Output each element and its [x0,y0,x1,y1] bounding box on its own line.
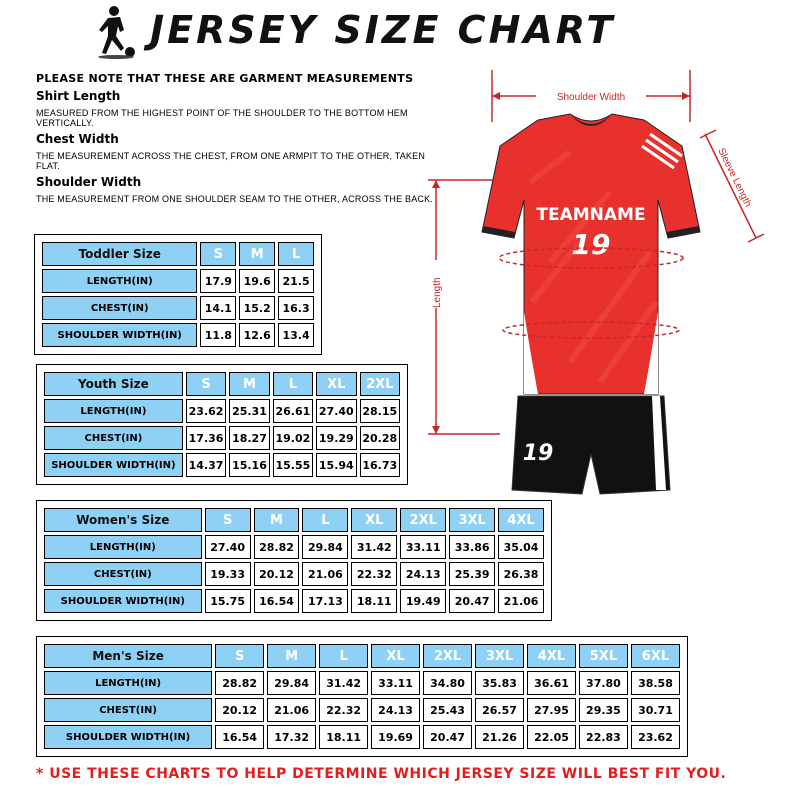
table-row [44,453,400,477]
table-cell: 27.40 [205,535,251,559]
table-cell: 16.73 [360,453,400,477]
size-header: S [215,644,264,668]
men-table-grid [41,641,683,752]
table-header-row [44,644,680,668]
table-cell: 30.71 [631,698,680,722]
toddler-size-table [34,234,322,355]
table-cell: 20.47 [423,725,472,749]
table-cell: 34.80 [423,671,472,695]
table-cell: 29.84 [302,535,348,559]
table-cell: 20.12 [215,698,264,722]
size-header: M [267,644,316,668]
table-cell: 29.84 [267,671,316,695]
note-label-chest-width: Chest Width [36,132,119,146]
table-cell: 29.35 [579,698,628,722]
table-cell: 15.2 [239,296,275,320]
table-cell: 36.61 [527,671,576,695]
table-cell: 14.37 [186,453,226,477]
table-cell: 21.06 [498,589,544,613]
measurement-notes [36,72,436,204]
size-header: L [302,508,348,532]
table-cell: 17.9 [200,269,236,293]
table-cell: 27.40 [316,399,356,423]
table-cell: 22.83 [579,725,628,749]
table-cell: 19.02 [273,426,313,450]
table-row [42,269,314,293]
size-header: XL [316,372,356,396]
size-header: 5XL [579,644,628,668]
table-cell: 25.31 [229,399,269,423]
soccer-player-logo [94,4,140,60]
table-cell: 28.15 [360,399,400,423]
size-header: 3XL [449,508,495,532]
size-header: 2XL [400,508,446,532]
size-header: 3XL [475,644,524,668]
table-cell: 21.06 [267,698,316,722]
footnote: * USE THESE CHARTS TO HELP DETERMINE WHICH JERSEY SIZE WILL BEST FIT YOU. [36,766,727,782]
table-cell: 15.55 [273,453,313,477]
note-desc-chest-width: THE MEASUREMENT ACROSS THE CHEST, FROM ONE ARMPIT TO THE OTHER, TAKEN FLAT. [36,151,426,171]
table-row [44,399,400,423]
table-cell: 23.62 [186,399,226,423]
row-label: CHEST(IN) [44,562,202,586]
table-cell: 15.16 [229,453,269,477]
note-desc-shoulder-width: THE MEASUREMENT FROM ONE SHOULDER SEAM TO THE OTHER, ACROSS THE BACK. [36,194,434,204]
table-cell: 16.54 [254,589,300,613]
size-header: L [278,242,314,266]
table-cell: 19.6 [239,269,275,293]
shorts-number: 19 [522,441,554,466]
row-label: CHEST(IN) [42,296,197,320]
table-cell: 20.12 [254,562,300,586]
table-cell: 31.42 [319,671,368,695]
toddler-table-grid [39,239,317,350]
table-cell: 22.32 [319,698,368,722]
table-cell: 16.3 [278,296,314,320]
note-desc-shirt-length: MEASURED FROM THE HIGHEST POINT OF THE SHOULDER TO THE BOTTOM HEM VERTICALLY. [36,108,408,128]
note-label-shirt-length: Shirt Length [36,89,121,103]
row-label: CHEST(IN) [44,426,183,450]
table-row [42,323,314,347]
table-cell: 27.95 [527,698,576,722]
table-cell: 19.69 [371,725,420,749]
table-cell: 24.13 [400,562,446,586]
table-corner-label: Men's Size [44,644,212,668]
table-cell: 15.75 [205,589,251,613]
jersey-team-name: TEAMNAME [536,205,646,225]
size-header: 4XL [527,644,576,668]
sleeve-length-label: Sleeve Length [715,146,754,209]
table-row [44,426,400,450]
sleeve-length-arrow [705,134,756,238]
women-size-table [36,500,552,621]
table-cell: 33.11 [400,535,446,559]
table-cell: 16.54 [215,725,264,749]
size-header: 6XL [631,644,680,668]
table-row [44,725,680,749]
row-label: LENGTH(IN) [44,671,212,695]
row-label: LENGTH(IN) [44,399,183,423]
jersey-number: 19 [571,228,611,261]
size-header: M [239,242,275,266]
table-header-row [42,242,314,266]
jersey-diagram [420,62,794,502]
size-header: XL [351,508,397,532]
size-header: S [186,372,226,396]
table-corner-label: Youth Size [44,372,183,396]
size-header: M [254,508,300,532]
table-cell: 18.11 [351,589,397,613]
table-row [44,562,544,586]
table-cell: 38.58 [631,671,680,695]
shoulder-width-label: Shoulder Width [556,92,626,103]
youth-size-table [36,364,408,485]
row-label: SHOULDER WIDTH(IN) [44,453,183,477]
table-row [44,698,680,722]
size-header: L [273,372,313,396]
table-cell: 26.61 [273,399,313,423]
table-cell: 17.36 [186,426,226,450]
table-cell: 25.39 [449,562,495,586]
table-cell: 17.32 [267,725,316,749]
table-cell: 21.26 [475,725,524,749]
table-cell: 18.27 [229,426,269,450]
table-cell: 18.11 [319,725,368,749]
table-cell: 19.49 [400,589,446,613]
table-row [44,535,544,559]
table-cell: 20.28 [360,426,400,450]
table-cell: 37.80 [579,671,628,695]
table-cell: 21.06 [302,562,348,586]
table-cell: 24.13 [371,698,420,722]
table-row [44,589,544,613]
note-label-shoulder-width: Shoulder Width [36,175,142,189]
table-cell: 22.32 [351,562,397,586]
table-corner-label: Toddler Size [42,242,197,266]
page-title: JERSEY SIZE CHART [150,8,616,52]
size-header: L [319,644,368,668]
table-cell: 13.4 [278,323,314,347]
size-header: 4XL [498,508,544,532]
women-table-grid [41,505,547,616]
table-cell: 23.62 [631,725,680,749]
table-cell: 20.47 [449,589,495,613]
table-cell: 25.43 [423,698,472,722]
table-cell: 35.04 [498,535,544,559]
size-header: 2XL [360,372,400,396]
table-cell: 26.38 [498,562,544,586]
table-cell: 14.1 [200,296,236,320]
row-label: SHOULDER WIDTH(IN) [44,589,202,613]
table-corner-label: Women's Size [44,508,202,532]
table-cell: 28.82 [254,535,300,559]
row-label: LENGTH(IN) [44,535,202,559]
table-header-row [44,372,400,396]
table-cell: 21.5 [278,269,314,293]
row-label: SHOULDER WIDTH(IN) [44,725,212,749]
table-cell: 19.33 [205,562,251,586]
table-row [44,671,680,695]
table-cell: 35.83 [475,671,524,695]
table-cell: 28.82 [215,671,264,695]
size-header: S [200,242,236,266]
table-cell: 15.94 [316,453,356,477]
table-cell: 31.42 [351,535,397,559]
length-label: Length [432,277,443,308]
notes-heading: PLEASE NOTE THAT THESE ARE GARMENT MEASUREMENTS [36,72,414,85]
size-header: S [205,508,251,532]
table-cell: 22.05 [527,725,576,749]
table-header-row [44,508,544,532]
table-cell: 33.86 [449,535,495,559]
table-row [42,296,314,320]
table-cell: 17.13 [302,589,348,613]
table-cell: 12.6 [239,323,275,347]
table-cell: 11.8 [200,323,236,347]
men-size-table [36,636,688,757]
row-label: CHEST(IN) [44,698,212,722]
table-cell: 26.57 [475,698,524,722]
youth-table-grid [41,369,403,480]
size-header: 2XL [423,644,472,668]
size-header: M [229,372,269,396]
size-header: XL [371,644,420,668]
table-cell: 33.11 [371,671,420,695]
row-label: LENGTH(IN) [42,269,197,293]
row-label: SHOULDER WIDTH(IN) [42,323,197,347]
table-cell: 19.29 [316,426,356,450]
